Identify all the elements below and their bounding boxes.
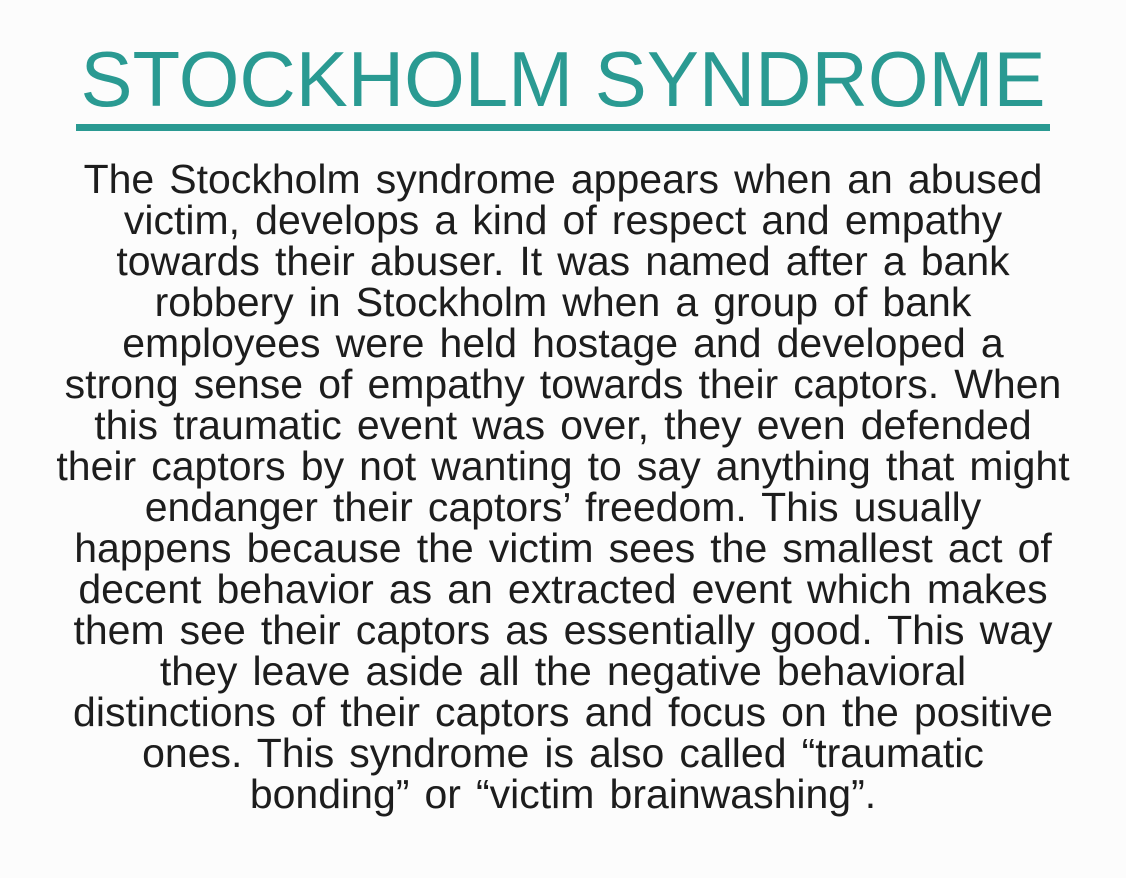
body-line: towards their abuser. It was named after a bank	[116, 238, 1010, 284]
body-line: happens because the victim sees the smallest act of	[74, 525, 1052, 571]
title-area	[0, 0, 1126, 131]
body-line: robbery in Stockholm when a group of bank	[154, 279, 972, 325]
body-line: they leave aside all the negative behavioral	[159, 648, 967, 694]
body-line: decent behavior as an extracted event which makes	[78, 566, 1048, 612]
slide-title: STOCKHOLM SYNDROME	[76, 40, 1049, 131]
body-line: victim, develops a kind of respect and empathy	[123, 197, 1003, 243]
body-line: this traumatic event was over, they even defended	[94, 402, 1032, 448]
body-line: distinctions of their captors and focus on the positive	[73, 689, 1053, 735]
body-line: their captors by not wanting to say anything that might	[56, 443, 1070, 489]
body-line: endanger their captors’ freedom. This usually	[144, 484, 982, 530]
body-line: The Stockholm syndrome appears when an abused	[83, 156, 1043, 202]
body-line: ones. This syndrome is also called “traumatic	[142, 730, 984, 776]
body-paragraph	[0, 156, 1126, 817]
body-line: strong sense of empathy towards their captors. When	[64, 361, 1062, 407]
body-line: employees were held hostage and developed a	[122, 320, 1004, 366]
body-line: bonding” or “victim brainwashing”.	[249, 771, 877, 817]
body-line: them see their captors as essentially good. This way	[73, 607, 1053, 653]
